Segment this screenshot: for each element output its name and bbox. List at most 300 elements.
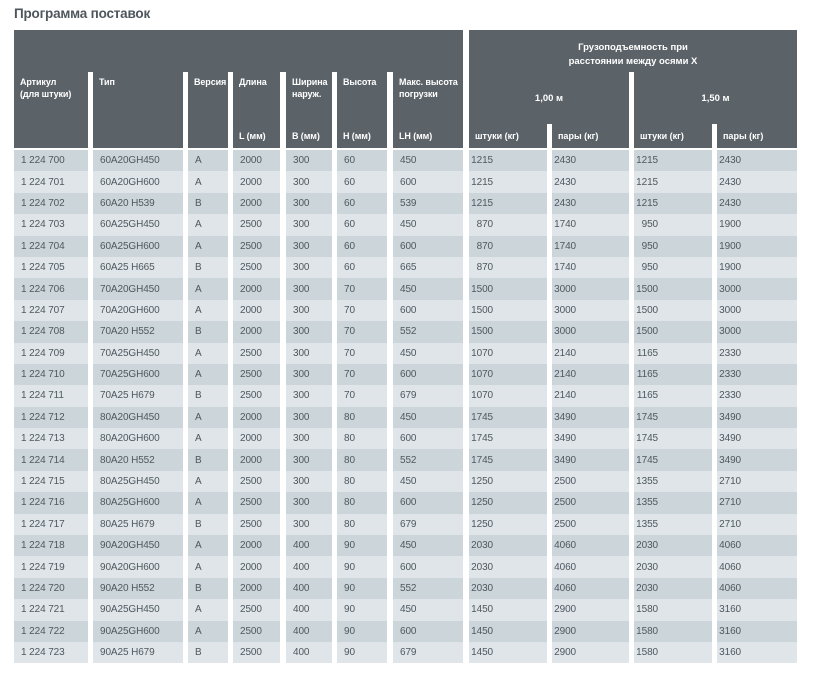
- table-row: [14, 514, 797, 535]
- cell: A: [188, 236, 228, 257]
- cell: [634, 449, 712, 470]
- cell: 300: [286, 193, 332, 214]
- cell: A: [188, 278, 228, 299]
- cell: 300: [286, 236, 332, 257]
- cell: 1 224 721: [14, 599, 88, 620]
- capacity-value: 3160: [719, 647, 741, 659]
- cell: 2000: [233, 300, 280, 321]
- cell: [717, 385, 797, 406]
- cell: [634, 236, 712, 257]
- cell: 552: [393, 578, 463, 599]
- cell: B: [188, 321, 228, 342]
- cell: [552, 449, 629, 470]
- cell: 600: [393, 236, 463, 257]
- capacity-value: 2430: [719, 155, 741, 167]
- cell: [634, 385, 712, 406]
- capacity-value: 1215: [471, 197, 493, 209]
- cell: [469, 214, 547, 235]
- cell: 90A25 H679: [93, 642, 183, 663]
- cell: [469, 599, 547, 620]
- cell: [469, 535, 547, 556]
- capacity-value: 3000: [554, 283, 576, 295]
- cell: B: [188, 385, 228, 406]
- cell: B: [188, 193, 228, 214]
- table-row: [14, 492, 797, 513]
- capacity-value: 3160: [719, 604, 741, 616]
- cell: 90: [337, 621, 387, 642]
- cell: 60: [337, 150, 387, 171]
- capacity-value: 1740: [554, 240, 576, 252]
- cell: 300: [286, 171, 332, 192]
- cell: [717, 535, 797, 556]
- cell: [717, 236, 797, 257]
- capacity-value: 4060: [554, 540, 576, 552]
- cell: 70: [337, 364, 387, 385]
- capacity-value: 2030: [471, 583, 493, 594]
- capacity-value: 1215: [471, 176, 493, 188]
- cell: [552, 599, 629, 620]
- col-header-version: [188, 72, 228, 148]
- header-top-left-block: [14, 30, 463, 72]
- cell: [634, 321, 712, 342]
- capacity-value: 2900: [554, 647, 576, 659]
- cell: 90: [337, 599, 387, 620]
- table-row: [14, 343, 797, 364]
- capacity-value: 1900: [719, 262, 741, 274]
- capacity-value: 4060: [554, 561, 576, 573]
- table-row: [14, 407, 797, 428]
- cell: [634, 150, 712, 171]
- cell: 2000: [233, 321, 280, 342]
- col-header-max-loading-height-label: [399, 77, 461, 100]
- table-row: [14, 278, 797, 299]
- cell: 70: [337, 385, 387, 406]
- capacity-value: 950: [641, 219, 658, 231]
- table-row: [14, 257, 797, 278]
- cell: 600: [393, 556, 463, 577]
- cell: [634, 343, 712, 364]
- cell: 300: [286, 407, 332, 428]
- cell: 1 224 700: [14, 150, 88, 171]
- cell: [717, 599, 797, 620]
- table-body: [14, 150, 797, 663]
- capacity-value: 1355: [636, 518, 658, 530]
- capacity-value: 1165: [636, 369, 658, 381]
- cell: [634, 214, 712, 235]
- cell: [552, 535, 629, 556]
- cell: [717, 428, 797, 449]
- distance-header-100: 1,00 м: [469, 72, 629, 124]
- cell: [552, 621, 629, 642]
- capacity-value: 1740: [554, 219, 576, 231]
- cell: [717, 343, 797, 364]
- capacity-value: 1745: [471, 454, 493, 466]
- cell: 300: [286, 385, 332, 406]
- cell: 400: [286, 621, 332, 642]
- cell: 80: [337, 492, 387, 513]
- capacity-value: 1215: [636, 155, 658, 167]
- cell: 1 224 714: [14, 449, 88, 470]
- capacity-value: 2500: [554, 497, 576, 509]
- cell: [469, 471, 547, 492]
- cell: 2500: [233, 257, 280, 278]
- capacity-value: 2430: [554, 155, 576, 167]
- capacity-value: 2330: [719, 369, 741, 381]
- capacity-value: 1500: [471, 326, 493, 338]
- capacity-value: 1070: [471, 347, 493, 359]
- cell: [717, 449, 797, 470]
- cell: [717, 364, 797, 385]
- cell: 90: [337, 642, 387, 663]
- cell: [552, 578, 629, 599]
- cell: [469, 492, 547, 513]
- cell: [634, 514, 712, 535]
- cell: 60A20GH600: [93, 171, 183, 192]
- cell: [552, 150, 629, 171]
- capacity-value: 1745: [471, 433, 493, 445]
- cell: A: [188, 471, 228, 492]
- cell: 1 224 704: [14, 236, 88, 257]
- cell: [469, 150, 547, 171]
- cell: [552, 556, 629, 577]
- capacity-value: 1250: [471, 497, 493, 509]
- capacity-value: 4060: [554, 583, 576, 594]
- capacity-value: 1740: [554, 262, 576, 274]
- cell: 80: [337, 471, 387, 492]
- cell: 1 224 708: [14, 321, 88, 342]
- cell: 80A20 H552: [93, 449, 183, 470]
- cell: 1 224 716: [14, 492, 88, 513]
- cell: 450: [393, 214, 463, 235]
- capacity-value: 4060: [719, 583, 741, 594]
- capacity-value: 2900: [554, 604, 576, 616]
- cell: B: [188, 257, 228, 278]
- capacity-value: 2140: [554, 369, 576, 381]
- cell: 70A20GH600: [93, 300, 183, 321]
- cell: 679: [393, 642, 463, 663]
- cell: 70A20 H552: [93, 321, 183, 342]
- capacity-value: 2430: [719, 176, 741, 188]
- cell: 2500: [233, 642, 280, 663]
- capacity-value: 3000: [719, 304, 741, 316]
- cell: 600: [393, 428, 463, 449]
- table-row: [14, 150, 797, 171]
- cell: 300: [286, 214, 332, 235]
- cell: [634, 407, 712, 428]
- table-row: [14, 621, 797, 642]
- col-header-unit: H (мм): [343, 131, 371, 142]
- cell: 90A20GH600: [93, 556, 183, 577]
- cell: 1 224 719: [14, 556, 88, 577]
- capacity-value: 2500: [554, 518, 576, 530]
- capacity-value: 1450: [471, 625, 493, 637]
- cell: 552: [393, 449, 463, 470]
- capacity-value: 3490: [554, 454, 576, 466]
- cell: 80A20GH450: [93, 407, 183, 428]
- cell: 2500: [233, 343, 280, 364]
- capacity-value: 2030: [471, 540, 493, 552]
- cell: [552, 278, 629, 299]
- capacity-value: 2330: [719, 390, 741, 402]
- capacity-value: 1900: [719, 219, 741, 231]
- cell: 300: [286, 278, 332, 299]
- capacity-value: 3490: [719, 411, 741, 423]
- cell: 1 224 717: [14, 514, 88, 535]
- cell: A: [188, 535, 228, 556]
- col-header-version-label: [194, 77, 226, 89]
- cell: 2500: [233, 471, 280, 492]
- capacity-value: 2430: [719, 197, 741, 209]
- cell: 80: [337, 407, 387, 428]
- cell: 2000: [233, 407, 280, 428]
- table-row: [14, 471, 797, 492]
- table-row: [14, 556, 797, 577]
- cell: [469, 193, 547, 214]
- capacity-value: 1355: [636, 476, 658, 488]
- capacity-value: 1450: [471, 604, 493, 616]
- capacity-value: 1500: [471, 283, 493, 295]
- cell: A: [188, 150, 228, 171]
- capacity-value: 2030: [636, 561, 658, 573]
- col-header-width: [286, 72, 332, 148]
- subcol-header-pieces-150: штуки (кг): [634, 124, 712, 148]
- capacity-value: 3490: [719, 454, 741, 466]
- cell: 300: [286, 428, 332, 449]
- cell: 60A20 H539: [93, 193, 183, 214]
- cell: 450: [393, 278, 463, 299]
- cell: [634, 193, 712, 214]
- cell: A: [188, 556, 228, 577]
- cell: 60: [337, 236, 387, 257]
- capacity-value: 1745: [636, 454, 658, 466]
- cell: 90: [337, 556, 387, 577]
- table-row: [14, 171, 797, 192]
- capacity-value: 3000: [719, 283, 741, 295]
- table-row: [14, 449, 797, 470]
- capacity-value: 1500: [471, 304, 493, 316]
- capacity-value: 2140: [554, 390, 576, 402]
- cell: [634, 599, 712, 620]
- capacity-value: 1165: [636, 390, 658, 402]
- cell: 1 224 711: [14, 385, 88, 406]
- cell: [469, 300, 547, 321]
- cell: [717, 407, 797, 428]
- cell: [634, 278, 712, 299]
- col-header-text: Версия: [194, 77, 227, 87]
- cell: B: [188, 578, 228, 599]
- cell: [552, 514, 629, 535]
- capacity-value: 1215: [636, 176, 658, 188]
- distance-header-150: 1,50 м: [634, 72, 797, 124]
- cell: [634, 642, 712, 663]
- col-header-width-label: [292, 77, 330, 100]
- cell: [634, 257, 712, 278]
- cell: 679: [393, 514, 463, 535]
- cell: [717, 578, 797, 599]
- table-row: [14, 193, 797, 214]
- cell: [552, 236, 629, 257]
- col-header-unit: L (мм): [239, 131, 266, 142]
- page-title: Программа поставок: [14, 6, 151, 21]
- cell: B: [188, 514, 228, 535]
- cell: 60A25 H665: [93, 257, 183, 278]
- cell: 60A25GH450: [93, 214, 183, 235]
- cell: 80: [337, 428, 387, 449]
- cell: [469, 428, 547, 449]
- col-header-type-label: [99, 77, 181, 89]
- table-row: [14, 236, 797, 257]
- cell: 600: [393, 621, 463, 642]
- cell: 600: [393, 171, 463, 192]
- col-header-text: Тип: [99, 77, 115, 87]
- cell: 2000: [233, 278, 280, 299]
- cell: [717, 514, 797, 535]
- cell: [552, 492, 629, 513]
- cell: 2500: [233, 621, 280, 642]
- cell: [469, 642, 547, 663]
- cell: 1 224 703: [14, 214, 88, 235]
- cell: [717, 300, 797, 321]
- cell: [634, 364, 712, 385]
- cell: 90A20 H552: [93, 578, 183, 599]
- subcol-header-pairs-150: пары (кг): [717, 124, 797, 148]
- col-header-text: Высота: [343, 77, 377, 87]
- cell: [717, 642, 797, 663]
- cell: 2500: [233, 514, 280, 535]
- cell: 450: [393, 535, 463, 556]
- cell: 450: [393, 407, 463, 428]
- cell: 1 224 706: [14, 278, 88, 299]
- cell: [634, 556, 712, 577]
- cell: 300: [286, 321, 332, 342]
- cell: 2000: [233, 171, 280, 192]
- cell: 450: [393, 150, 463, 171]
- cell: [552, 193, 629, 214]
- table-row: [14, 428, 797, 449]
- cell: B: [188, 449, 228, 470]
- cell: 90A25GH600: [93, 621, 183, 642]
- cell: [469, 236, 547, 257]
- cell: [717, 193, 797, 214]
- cell: [717, 278, 797, 299]
- cell: 2000: [233, 193, 280, 214]
- cell: [552, 214, 629, 235]
- cell: [469, 385, 547, 406]
- capacity-value: 1500: [636, 326, 658, 338]
- cell: 450: [393, 343, 463, 364]
- col-header-length: [233, 72, 280, 148]
- capacity-value: 3160: [719, 625, 741, 637]
- cell: 1 224 705: [14, 257, 88, 278]
- cell: 1 224 720: [14, 578, 88, 599]
- capacity-value: 3490: [554, 411, 576, 423]
- table-row: [14, 599, 797, 620]
- cell: [552, 171, 629, 192]
- table-row: [14, 385, 797, 406]
- cell: 60: [337, 257, 387, 278]
- capacity-value: 950: [641, 262, 658, 274]
- cell: 1 224 722: [14, 621, 88, 642]
- cell: [469, 621, 547, 642]
- cell: 60: [337, 193, 387, 214]
- cell: A: [188, 300, 228, 321]
- cell: 2000: [233, 556, 280, 577]
- cell: 400: [286, 599, 332, 620]
- cell: 2500: [233, 492, 280, 513]
- capacity-value: 1070: [471, 369, 493, 381]
- cell: A: [188, 364, 228, 385]
- col-header-text: погрузки: [399, 88, 438, 99]
- col-header-article-label: [20, 77, 86, 100]
- cell: [552, 321, 629, 342]
- cell: 1 224 723: [14, 642, 88, 663]
- cell: [469, 407, 547, 428]
- cell: [552, 257, 629, 278]
- cell: 600: [393, 300, 463, 321]
- capacity-group-title-line2: расстоянии между осями X: [568, 56, 698, 68]
- cell: 2000: [233, 578, 280, 599]
- cell: [717, 150, 797, 171]
- cell: [469, 449, 547, 470]
- cell: 60: [337, 171, 387, 192]
- cell: 1 224 702: [14, 193, 88, 214]
- capacity-value: 2030: [636, 583, 658, 594]
- capacity-value: 4060: [719, 540, 741, 552]
- cell: [717, 621, 797, 642]
- cell: B: [188, 642, 228, 663]
- cell: 1 224 718: [14, 535, 88, 556]
- cell: 80A20GH600: [93, 428, 183, 449]
- cell: 1 224 709: [14, 343, 88, 364]
- cell: 80A25GH450: [93, 471, 183, 492]
- cell: [552, 642, 629, 663]
- cell: [717, 321, 797, 342]
- table-row: [14, 642, 797, 663]
- cell: A: [188, 492, 228, 513]
- cell: A: [188, 599, 228, 620]
- col-header-height: [337, 72, 387, 148]
- capacity-value: 2710: [719, 518, 741, 530]
- cell: A: [188, 171, 228, 192]
- cell: 1 224 713: [14, 428, 88, 449]
- col-header-article: [14, 72, 88, 148]
- subcol-header-pieces-100: штуки (кг): [469, 124, 547, 148]
- capacity-value: 1355: [636, 497, 658, 509]
- cell: 450: [393, 471, 463, 492]
- cell: 2500: [233, 385, 280, 406]
- capacity-value: 1745: [471, 411, 493, 423]
- delivery-program-table: [14, 30, 797, 663]
- capacity-value: 1215: [471, 155, 493, 167]
- col-header-text: Ширина: [292, 77, 328, 87]
- capacity-value: 1745: [636, 411, 658, 423]
- cell: [469, 556, 547, 577]
- cell: 70: [337, 321, 387, 342]
- cell: [552, 385, 629, 406]
- col-header-length-label: [239, 77, 278, 89]
- cell: 80: [337, 514, 387, 535]
- capacity-group-title: [469, 30, 797, 72]
- capacity-value: 1070: [471, 390, 493, 402]
- cell: 90A20GH450: [93, 535, 183, 556]
- cell: 1 224 701: [14, 171, 88, 192]
- table-row: [14, 300, 797, 321]
- col-header-text: Артикул: [20, 77, 57, 87]
- cell: [634, 578, 712, 599]
- cell: 300: [286, 492, 332, 513]
- col-header-text: Макс. высота: [399, 77, 458, 87]
- capacity-value: 3000: [554, 304, 576, 316]
